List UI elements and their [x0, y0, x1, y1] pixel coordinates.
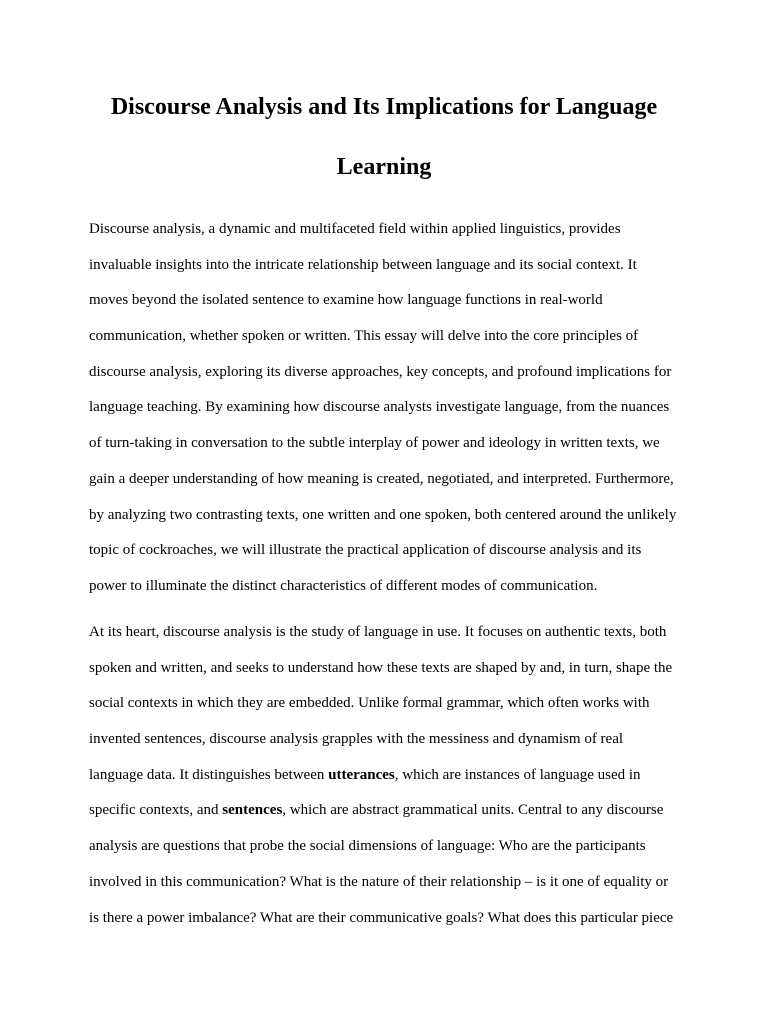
term-sentences: sentences — [222, 802, 283, 819]
paragraph-2-line: analysis are questions that probe the social dimensions of language: Who are the participants — [89, 838, 646, 855]
line-text: specific contexts, and — [89, 802, 223, 819]
paragraph-2-line: social contexts in which they are embedded. Unlike formal grammar, which often works with — [89, 695, 650, 712]
document-title-line-1: Discourse Analysis and Its Implications for Language — [110, 94, 658, 120]
paragraph-2-line: involved in this communication? What is the nature of their relationship – is it one of equality or — [89, 873, 669, 890]
paragraph-1-line: moves beyond the isolated sentence to examine how language functions in real-world — [89, 292, 603, 309]
paragraph-1-line: of turn-taking in conversation to the subtle interplay of power and ideology in written texts, we — [89, 435, 660, 452]
paragraph-1-line: power to illuminate the distinct characteristics of different modes of communication. — [89, 577, 598, 594]
paragraph-2 — [89, 615, 689, 936]
line-text: , which are abstract grammatical units. Central to any discourse — [282, 802, 664, 819]
paragraph-1 — [89, 212, 689, 605]
paragraph-2-line: spoken and written, and seeks to understand how these texts are shaped by and, in turn, shape the — [89, 659, 673, 676]
line-text: language data. It distinguishes between — [89, 766, 329, 783]
paragraph-2-line: invented sentences, discourse analysis grapples with the messiness and dynamism of real — [89, 731, 624, 748]
paragraph-1-line: by analyzing two contrasting texts, one written and one spoken, both centered around the unlikely — [89, 506, 677, 523]
paragraph-2-line — [89, 793, 689, 829]
paragraph-1-line: language teaching. By examining how discourse analysts investigate language, from the nuances — [89, 399, 670, 416]
paragraph-1-line: communication, whether spoken or written. This essay will delve into the core principles of — [89, 328, 639, 345]
paragraph-2-line: is there a power imbalance? What are their communicative goals? What does this particular piece — [89, 909, 674, 926]
document-title-line-2: Learning — [336, 154, 432, 180]
paragraph-1-line: Discourse analysis, a dynamic and multifaceted field within applied linguistics, provides — [89, 221, 621, 237]
paragraph-1-line: gain a deeper understanding of how meaning is created, negotiated, and interpreted. Furthermore, — [89, 470, 674, 487]
paragraph-2-line — [89, 758, 689, 794]
line-text: , which are instances of language used in — [394, 766, 641, 783]
paragraph-1-line: discourse analysis, exploring its diverse approaches, key concepts, and profound implications for — [89, 363, 672, 380]
paragraph-2-line: At its heart, discourse analysis is the study of language in use. It focuses on authentic texts, both — [89, 624, 667, 640]
term-utterances: utterances — [328, 766, 395, 783]
paragraph-1-line: invaluable insights into the intricate relationship between language and its social context. It — [89, 256, 637, 273]
paragraph-1-line: topic of cockroaches, we will illustrate the practical application of discourse analysis and its — [89, 542, 642, 559]
